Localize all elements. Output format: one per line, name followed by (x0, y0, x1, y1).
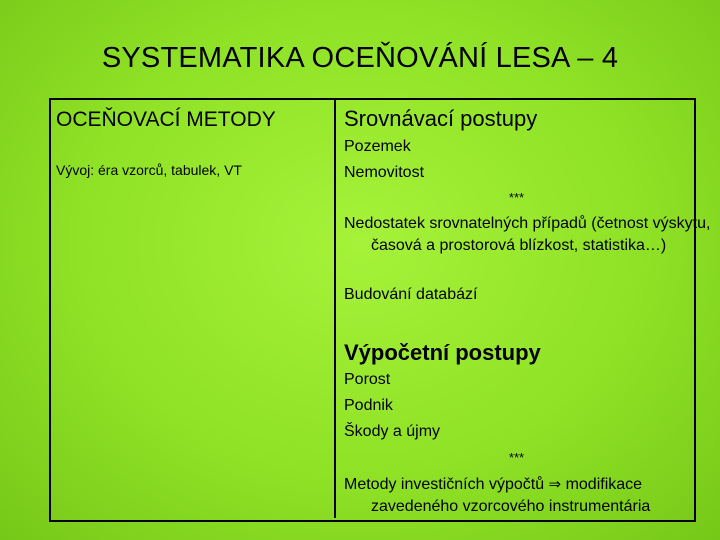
list-item: Nemovitost (344, 164, 425, 181)
implies-icon: ⇒ (548, 475, 562, 493)
methods-text-a: Metody investičních výpočtů (344, 476, 545, 493)
list-item: Porost (344, 371, 391, 388)
computational-list (344, 367, 689, 445)
methods-heading: OCEŇOVACÍ METODY (56, 108, 276, 131)
list-item: Škody a újmy (344, 423, 441, 440)
database-text: Budování databází (344, 286, 478, 303)
list-item: Podnik (344, 397, 393, 414)
methods-text (344, 473, 716, 518)
shortage-text: Nedostatek srovnatelných případů (četnost výskytu, časová a prostorová blízkost, statistika…) (344, 215, 711, 254)
separator-stars: *** (508, 450, 525, 465)
list-item: Pozemek (344, 138, 411, 155)
comparative-list (344, 134, 689, 186)
slide-title: SYSTEMATIKA OCEŇOVÁNÍ LESA – 4 (101, 42, 619, 74)
methods-text-b: modifikace zavedeného vzorcového instrumentária (371, 476, 651, 515)
development-note: Vývoj: éra vzorců, tabulek, VT (56, 162, 242, 178)
column-divider (334, 98, 336, 518)
computational-heading: Výpočetní postupy (344, 340, 541, 365)
separator-stars: *** (508, 190, 525, 205)
comparative-heading: Srovnávací postupy (344, 106, 538, 131)
